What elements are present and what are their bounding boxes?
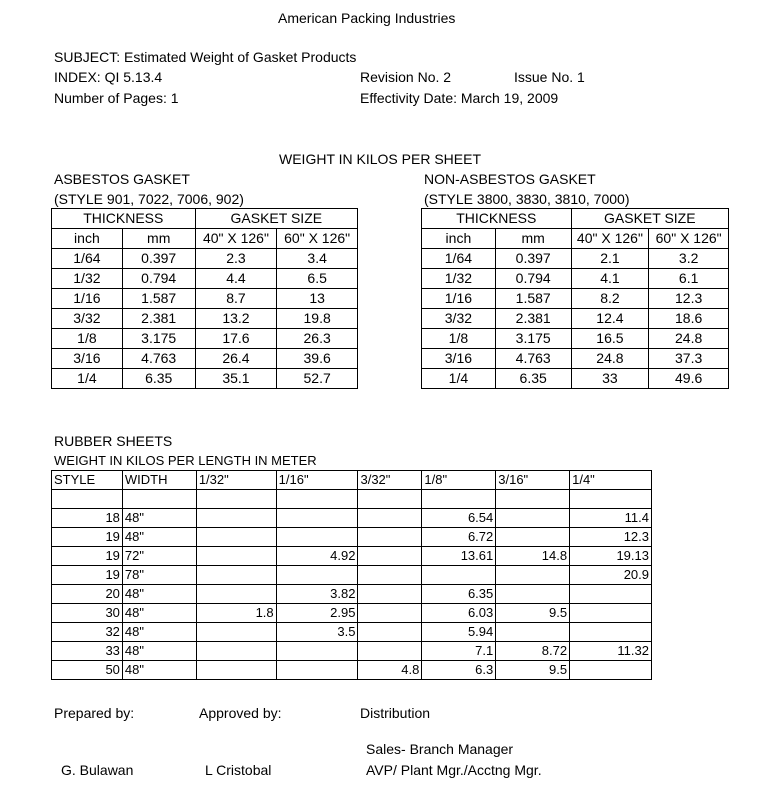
table-cell: 48" bbox=[122, 623, 196, 642]
weight-title: WEIGHT IN KILOS PER SHEET bbox=[279, 151, 482, 167]
pages-line: Number of Pages: 1 bbox=[54, 90, 179, 106]
gasket-size-header: GASKET SIZE bbox=[571, 209, 728, 229]
table-row bbox=[52, 509, 652, 528]
table-cell: 20.9 bbox=[570, 566, 652, 585]
table-cell bbox=[276, 661, 358, 680]
table-cell: 13.61 bbox=[422, 547, 496, 566]
table-cell: 12.3 bbox=[649, 289, 729, 309]
table-cell: 3.175 bbox=[495, 329, 571, 349]
company-name: American Packing Industries bbox=[278, 10, 456, 26]
table-row bbox=[52, 369, 358, 389]
table-row bbox=[422, 249, 729, 269]
gasket-size-header: GASKET SIZE bbox=[195, 209, 357, 229]
table-cell bbox=[196, 661, 276, 680]
table-cell bbox=[196, 509, 276, 528]
table-cell bbox=[570, 604, 652, 623]
table-row bbox=[52, 309, 358, 329]
table-row bbox=[52, 661, 652, 680]
table-cell: 19.13 bbox=[570, 547, 652, 566]
table-cell bbox=[358, 528, 422, 547]
table-cell bbox=[196, 490, 276, 509]
table-row bbox=[422, 329, 729, 349]
table-cell bbox=[496, 566, 570, 585]
table-cell: 4.763 bbox=[495, 349, 571, 369]
table-row bbox=[52, 289, 358, 309]
table-cell bbox=[276, 509, 358, 528]
table-cell: 6.5 bbox=[277, 269, 358, 289]
table-cell bbox=[276, 490, 358, 509]
table-cell bbox=[496, 585, 570, 604]
table-cell: 30 bbox=[52, 604, 123, 623]
table-cell: 11.4 bbox=[570, 509, 652, 528]
table-cell: 8.72 bbox=[496, 642, 570, 661]
distribution-line-1: Sales- Branch Manager bbox=[366, 741, 514, 757]
table-cell: 18 bbox=[52, 509, 123, 528]
table-cell: 0.794 bbox=[495, 269, 571, 289]
table-cell: 35.1 bbox=[195, 369, 277, 389]
table-row bbox=[422, 269, 729, 289]
table-cell: 1/8 bbox=[422, 329, 496, 349]
table-cell bbox=[570, 661, 652, 680]
table-cell: 19 bbox=[52, 528, 123, 547]
table-cell bbox=[358, 547, 422, 566]
table-cell: 12.4 bbox=[571, 309, 649, 329]
table-cell: 13 bbox=[277, 289, 358, 309]
table-cell: 37.3 bbox=[649, 349, 729, 369]
table-cell bbox=[570, 623, 652, 642]
table-cell: 1/64 bbox=[52, 249, 123, 269]
table-cell: 48" bbox=[122, 604, 196, 623]
table-cell: 2.95 bbox=[276, 604, 358, 623]
table-cell: 6.1 bbox=[649, 269, 729, 289]
table-cell: 20 bbox=[52, 585, 123, 604]
col-header: 60" X 126" bbox=[649, 229, 729, 249]
table-cell: 9.5 bbox=[496, 604, 570, 623]
table-cell: 4.4 bbox=[195, 269, 277, 289]
col-header: inch bbox=[52, 229, 123, 249]
table-cell: 11.32 bbox=[570, 642, 652, 661]
non-asbestos-table bbox=[421, 208, 729, 389]
table-cell: 13.2 bbox=[195, 309, 277, 329]
distribution-line-2: AVP/ Plant Mgr./Acctng Mgr. bbox=[366, 762, 542, 778]
table-row bbox=[422, 309, 729, 329]
table-cell: 50 bbox=[52, 661, 123, 680]
table-cell: 8.7 bbox=[195, 289, 277, 309]
table-cell: 6.35 bbox=[495, 369, 571, 389]
table-cell: 26.4 bbox=[195, 349, 277, 369]
table-cell bbox=[122, 490, 196, 509]
table-cell: 2.381 bbox=[495, 309, 571, 329]
table-cell: 3.5 bbox=[276, 623, 358, 642]
table-cell: 3.2 bbox=[649, 249, 729, 269]
table-cell: 12.3 bbox=[570, 528, 652, 547]
table-cell: 72" bbox=[122, 547, 196, 566]
table-cell: 1.8 bbox=[196, 604, 276, 623]
table-cell: 1.587 bbox=[495, 289, 571, 309]
table-cell: 48" bbox=[122, 528, 196, 547]
table-cell: 5.94 bbox=[422, 623, 496, 642]
table-cell: 48" bbox=[122, 585, 196, 604]
table-cell: 7.1 bbox=[422, 642, 496, 661]
table-cell: 3/16 bbox=[52, 349, 123, 369]
table-cell bbox=[196, 623, 276, 642]
table-cell: 48" bbox=[122, 509, 196, 528]
table-row bbox=[52, 249, 358, 269]
table-cell: 3.82 bbox=[276, 585, 358, 604]
table-cell: 19 bbox=[52, 566, 123, 585]
table-cell: 1.587 bbox=[122, 289, 195, 309]
table-cell: 6.72 bbox=[422, 528, 496, 547]
asbestos-style: (STYLE 901, 7022, 7006, 902) bbox=[54, 191, 244, 207]
table-row bbox=[52, 566, 652, 585]
table-cell: 2.1 bbox=[571, 249, 649, 269]
column-header: WIDTH bbox=[122, 471, 196, 490]
table-cell: 2.381 bbox=[122, 309, 195, 329]
index-line: INDEX: QI 5.13.4 bbox=[54, 69, 163, 85]
column-header: 1/4" bbox=[570, 471, 652, 490]
column-header: 3/32" bbox=[358, 471, 422, 490]
table-row bbox=[52, 349, 358, 369]
table-cell: 24.8 bbox=[571, 349, 649, 369]
table-cell bbox=[358, 642, 422, 661]
table-cell bbox=[196, 528, 276, 547]
table-cell: 33 bbox=[52, 642, 123, 661]
table-cell: 49.6 bbox=[649, 369, 729, 389]
revision-line: Revision No. 2 bbox=[360, 69, 452, 85]
table-row bbox=[422, 289, 729, 309]
col-header: 40" X 126" bbox=[571, 229, 649, 249]
table-cell bbox=[496, 528, 570, 547]
table-cell bbox=[358, 509, 422, 528]
table-cell bbox=[496, 509, 570, 528]
table-cell: 26.3 bbox=[277, 329, 358, 349]
table-cell bbox=[196, 566, 276, 585]
rubber-table bbox=[51, 470, 652, 680]
table-cell: 3/32 bbox=[52, 309, 123, 329]
column-header: STYLE bbox=[52, 471, 123, 490]
table-cell: 1/16 bbox=[422, 289, 496, 309]
thickness-header: THICKNESS bbox=[52, 209, 196, 229]
table-cell: 0.794 bbox=[122, 269, 195, 289]
table-cell: 24.8 bbox=[649, 329, 729, 349]
table-row bbox=[52, 547, 652, 566]
table-cell: 2.3 bbox=[195, 249, 277, 269]
table-row bbox=[52, 623, 652, 642]
non-asbestos-title: NON-ASBESTOS GASKET bbox=[424, 171, 596, 187]
prepared-name: G. Bulawan bbox=[61, 762, 134, 778]
table-cell: 1/4 bbox=[422, 369, 496, 389]
table-cell: 1/32 bbox=[52, 269, 123, 289]
distribution-label: Distribution bbox=[360, 705, 431, 721]
table-cell: 6.35 bbox=[422, 585, 496, 604]
table-cell bbox=[358, 604, 422, 623]
table-cell: 17.6 bbox=[195, 329, 277, 349]
table-cell: 6.03 bbox=[422, 604, 496, 623]
table-cell: 1/64 bbox=[422, 249, 496, 269]
table-cell: 48" bbox=[122, 661, 196, 680]
table-cell: 6.35 bbox=[122, 369, 195, 389]
table-cell: 3.4 bbox=[277, 249, 358, 269]
table-cell bbox=[196, 585, 276, 604]
table-cell bbox=[570, 585, 652, 604]
table-cell bbox=[196, 547, 276, 566]
table-cell: 3/16 bbox=[422, 349, 496, 369]
table-cell bbox=[496, 490, 570, 509]
subject-line: SUBJECT: Estimated Weight of Gasket Products bbox=[54, 49, 357, 65]
table-cell: 39.6 bbox=[277, 349, 358, 369]
approved-label: Approved by: bbox=[199, 705, 282, 721]
header-row bbox=[52, 471, 652, 490]
table-cell: 48" bbox=[122, 642, 196, 661]
table-cell: 19.8 bbox=[277, 309, 358, 329]
table-cell: 19 bbox=[52, 547, 123, 566]
table-cell: 16.5 bbox=[571, 329, 649, 349]
table-cell: 4.8 bbox=[358, 661, 422, 680]
table-cell: 33 bbox=[571, 369, 649, 389]
table-cell: 1/4 bbox=[52, 369, 123, 389]
col-header: 60" X 126" bbox=[277, 229, 358, 249]
table-cell: 6.54 bbox=[422, 509, 496, 528]
table-cell bbox=[276, 528, 358, 547]
table-cell bbox=[496, 623, 570, 642]
thickness-header: THICKNESS bbox=[422, 209, 572, 229]
column-header: 3/16" bbox=[496, 471, 570, 490]
col-header: mm bbox=[495, 229, 571, 249]
table-cell bbox=[196, 642, 276, 661]
table-cell: 52.7 bbox=[277, 369, 358, 389]
table-cell: 8.2 bbox=[571, 289, 649, 309]
table-row bbox=[52, 642, 652, 661]
asbestos-table bbox=[51, 208, 358, 389]
table-cell: 14.8 bbox=[496, 547, 570, 566]
column-header: 1/8" bbox=[422, 471, 496, 490]
table-row bbox=[52, 604, 652, 623]
col-header: 40" X 126" bbox=[195, 229, 277, 249]
col-header: inch bbox=[422, 229, 496, 249]
table-cell: 3/32 bbox=[422, 309, 496, 329]
table-cell: 0.397 bbox=[122, 249, 195, 269]
table-cell bbox=[422, 566, 496, 585]
col-header: mm bbox=[122, 229, 195, 249]
table-cell: 0.397 bbox=[495, 249, 571, 269]
non-asbestos-style: (STYLE 3800, 3830, 3810, 7000) bbox=[424, 191, 630, 207]
asbestos-title: ASBESTOS GASKET bbox=[54, 171, 190, 187]
table-cell bbox=[358, 623, 422, 642]
table-row bbox=[52, 329, 358, 349]
table-row bbox=[52, 490, 652, 509]
table-cell bbox=[358, 566, 422, 585]
table-cell bbox=[276, 642, 358, 661]
table-cell: 3.175 bbox=[122, 329, 195, 349]
table-row bbox=[52, 585, 652, 604]
table-cell: 4.92 bbox=[276, 547, 358, 566]
table-cell: 1/16 bbox=[52, 289, 123, 309]
table-cell: 4.763 bbox=[122, 349, 195, 369]
table-cell: 4.1 bbox=[571, 269, 649, 289]
approved-name: L Cristobal bbox=[205, 762, 272, 778]
table-cell bbox=[422, 490, 496, 509]
issue-line: Issue No. 1 bbox=[514, 69, 585, 85]
table-cell: 6.3 bbox=[422, 661, 496, 680]
table-cell bbox=[570, 490, 652, 509]
rubber-title: RUBBER SHEETS bbox=[54, 433, 173, 449]
table-cell: 32 bbox=[52, 623, 123, 642]
table-row bbox=[422, 369, 729, 389]
table-row bbox=[52, 528, 652, 547]
rubber-subtitle: WEIGHT IN KILOS PER LENGTH IN METER bbox=[54, 453, 317, 468]
column-header: 1/16" bbox=[276, 471, 358, 490]
column-header: 1/32" bbox=[196, 471, 276, 490]
prepared-label: Prepared by: bbox=[54, 705, 135, 721]
table-cell: 78" bbox=[122, 566, 196, 585]
table-cell bbox=[276, 566, 358, 585]
table-cell: 18.6 bbox=[649, 309, 729, 329]
table-cell bbox=[52, 490, 123, 509]
table-cell bbox=[358, 585, 422, 604]
effectivity-line: Effectivity Date: March 19, 2009 bbox=[360, 90, 559, 106]
table-cell: 1/32 bbox=[422, 269, 496, 289]
table-cell: 1/8 bbox=[52, 329, 123, 349]
table-cell bbox=[358, 490, 422, 509]
table-cell: 9.5 bbox=[496, 661, 570, 680]
table-row bbox=[422, 349, 729, 369]
table-row bbox=[52, 269, 358, 289]
